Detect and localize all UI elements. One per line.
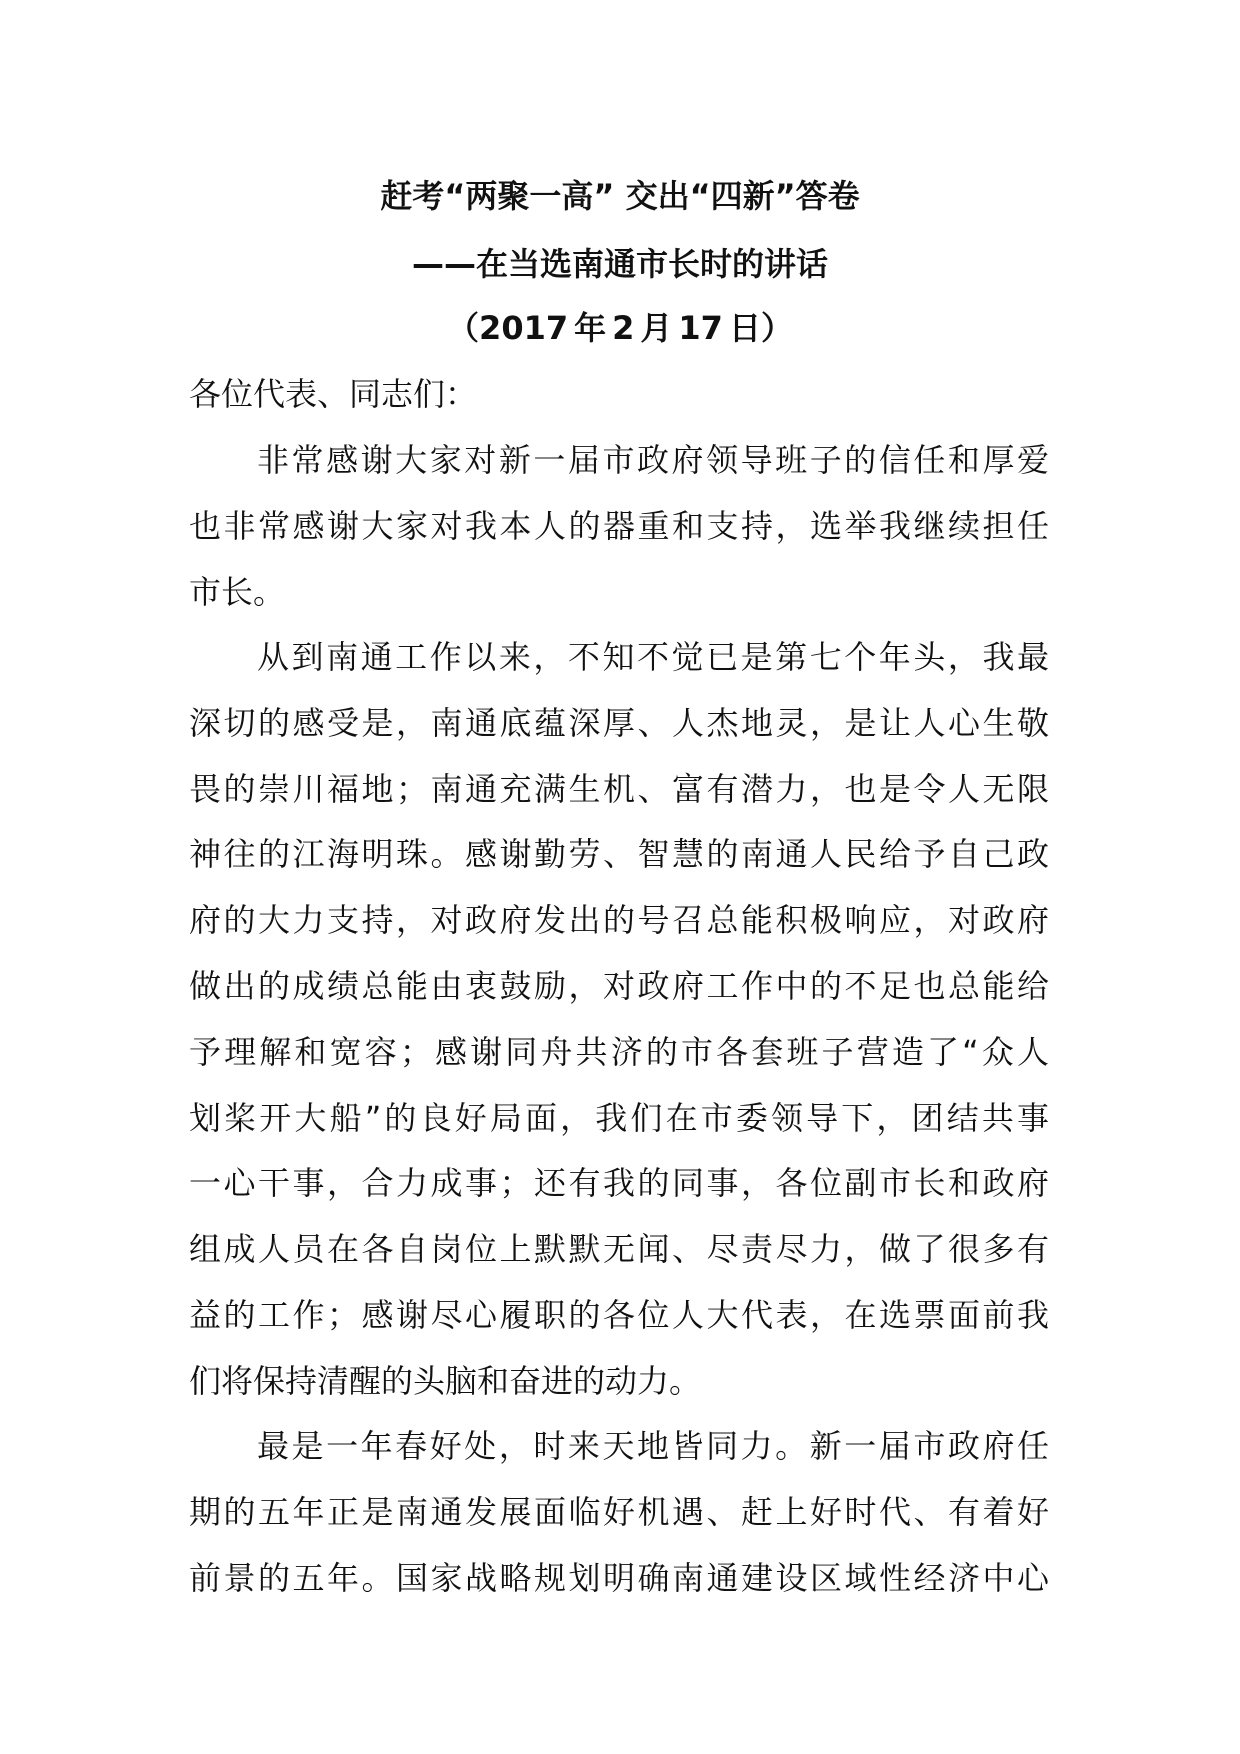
paragraph-line: 期的五年正是南通发展面临好机遇、赶上好时代、有着好: [189, 1493, 1049, 1531]
date-year: 2017: [479, 309, 569, 347]
paragraph-line: 组成人员在各自岗位上默默无闻、尽责尽力，做了很多有: [189, 1230, 1049, 1268]
paragraph-line: 一心干事，合力成事；还有我的同事，各位副市长和政府: [189, 1164, 1049, 1202]
paragraph-line: 市长。: [189, 573, 286, 611]
document-date: [0, 308, 1240, 348]
date-year-unit: 年: [574, 309, 607, 347]
paragraph-line: 前景的五年。国家战略规划明确南通建设区域性经济中心: [189, 1559, 1049, 1597]
paragraph-line: 做出的成绩总能由衷鼓励，对政府工作中的不足也总能给: [189, 967, 1049, 1005]
date-month: 2: [612, 309, 635, 347]
date-month-unit: 月: [640, 309, 673, 347]
paragraph-line: 从到南通工作以来，不知不觉已是第七个年头，我最: [257, 638, 1049, 676]
paragraph-line: 益的工作；感谢尽心履职的各位人大代表，在选票面前我: [189, 1296, 1049, 1334]
paragraph-line: 府的大力支持，对政府发出的号召总能积极响应，对政府: [189, 901, 1049, 939]
paragraph-line: 也非常感谢大家对我本人的器重和支持，选举我继续担任: [189, 507, 1049, 545]
document-subtitle: ——在当选南通市长时的讲话: [411, 245, 828, 283]
paragraph-line: 深切的感受是，南通底蕴深厚、人杰地灵，是让人心生敬: [189, 704, 1049, 742]
paragraph-line: 予理解和宽容；感谢同舟共济的市各套班子营造了“众人: [189, 1033, 1049, 1071]
document-title: 赶考“两聚一高” 交出“四新”答卷: [380, 177, 860, 215]
paragraph-line: 畏的崇川福地；南通充满生机、富有潜力，也是令人无限: [189, 770, 1049, 808]
paragraph-line: 们将保持清醒的头脑和奋进的动力。: [189, 1362, 702, 1400]
paragraph-line: 神往的江海明珠。感谢勤劳、智慧的南通人民给予自己政: [189, 835, 1049, 873]
paragraph-line: 非常感谢大家对新一届市政府领导班子的信任和厚爱: [257, 441, 1049, 479]
date-day-unit: 日）: [728, 309, 793, 347]
paragraph-line: 划桨开大船”的良好局面，我们在市委领导下，团结共事: [189, 1099, 1049, 1137]
date-day: 17: [678, 309, 723, 347]
date-open: （: [447, 309, 480, 347]
salutation: 各位代表、同志们：: [189, 375, 478, 413]
paragraph-line: 最是一年春好处，时来天地皆同力。新一届市政府任: [257, 1427, 1049, 1465]
